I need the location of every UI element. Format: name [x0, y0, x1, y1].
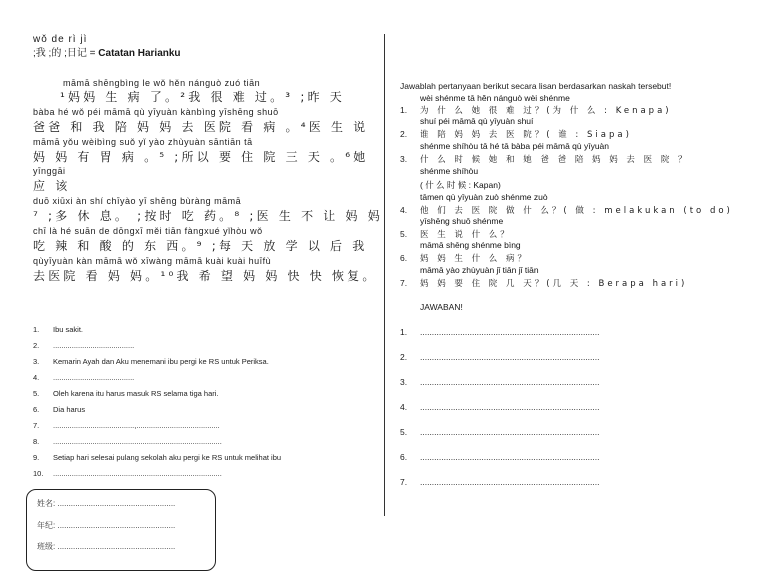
translation-row: 9. Setiap hari selesai pulang sekolah aku pergi ke RS untuk melihat ibu [33, 453, 282, 462]
translation-row: 2. ....................................... [33, 341, 135, 350]
passage-pinyin-5: duō xiūxi àn shí chīyào yī shēng bùràng māmā [33, 196, 242, 206]
passage-pinyin-1: māmā shēngbìng le wǒ hěn nánguò zuó tiān [63, 78, 261, 88]
answer-line[interactable]: 6. ............................................................................ [400, 452, 600, 462]
question-row: 5. 医 生 说 什 么？ [400, 229, 512, 240]
passage-hanzi-3: 妈 妈 有 胃 病 。⁵ ;所以 要 住 院 三 天 。⁶她 [33, 150, 369, 164]
passage-pinyin-7: qùyīyuàn kàn māmā wǒ xīwàng māmā kuài kuài huīfù [33, 256, 272, 266]
question-note: ( 什 么 时 候 : Kapan) [420, 180, 501, 190]
answer-line[interactable]: 5. ............................................................................ [400, 427, 600, 437]
age-field[interactable]: 年纪: ..................................................... [37, 521, 176, 530]
translation-row: 7. .......................................,........................................ [33, 421, 220, 430]
translation-row: 3. Kemarin Ayah dan Aku menemani ibu pergi ke RS untuk Periksa. [33, 357, 269, 366]
passage-pinyin-3: māmā yǒu wèibìng suǒ yǐ yào zhùyuàn sāntiān tā [33, 137, 253, 147]
question-pinyin: shénme shíhòu [420, 166, 479, 176]
question-row: 3. 什 么 时 候 她 和 她 爸 爸 陪 妈 妈 去 医 院 ？ [400, 154, 690, 165]
answer-line[interactable]: 2. ............................................................................ [400, 352, 600, 362]
passage-hanzi-7: 去医院 看 妈 妈。¹⁰我 希 望 妈 妈 快 快 恢复。 [33, 269, 378, 283]
passage-pinyin-6: chī là hé suān de dōngxī měi tiān fàngxué yǐhòu wǒ [33, 226, 263, 236]
question-pinyin: shénme shíhòu tā hé tā bàba péi māmā qù yīyuàn [420, 141, 610, 151]
question-pinyin: māmā yào zhùyuàn jǐ tiān jǐ tiān [420, 265, 539, 275]
question-row: 6. 妈 妈 生 什 么 病？ [400, 253, 530, 264]
question-row: 7. 妈 妈 要 住 院 几 天？(几 天 : Berapa hari) [400, 278, 688, 289]
question-pinyin: tāmen qù yīyuàn zuò shénme zuò [420, 192, 548, 202]
answer-line[interactable]: 1. ............................................................................ [400, 327, 600, 337]
answer-heading: JAWABAN! [420, 302, 463, 312]
title-label: Catatan Harianku [98, 48, 181, 59]
translation-row: 1. Ibu sakit. [33, 325, 84, 334]
question-pinyin: shuí péi māmā qù yīyuàn shuí [420, 116, 534, 126]
answer-line[interactable]: 7. ............................................................................ [400, 477, 600, 487]
translation-row: 8. ................................................................................. [33, 437, 222, 446]
title-hanzi: ;我 ;的 ;日记 = [33, 48, 99, 59]
name-field[interactable]: 姓名: ..................................................... [37, 499, 176, 508]
questions-instruction: Jawablah pertanyaan berikut secara lisan berdasarkan naskah tersebut! [400, 81, 672, 91]
passage-hanzi-6: 吃 辣 和 酸 的 东 西。⁹ ;每 天 放 学 以 后 我 [33, 239, 368, 253]
passage-hanzi-4: 应 该 [33, 179, 71, 193]
class-field[interactable]: 班级: ..................................................... [37, 542, 176, 551]
passage-pinyin-2: bàba hé wǒ péi māmā qù yīyuàn kànbìng yīshēng shuō [33, 107, 279, 117]
answer-line[interactable]: 4. ............................................................................ [400, 402, 600, 412]
question-row: 1. 为 什 么 她 很 难 过？(为 什 么 : Kenapa) [400, 105, 672, 116]
question-row: 2. 谁 陪 妈 妈 去 医 院？( 谁 : Siapa) [400, 129, 632, 140]
question-pinyin: wèi shénme tā hěn nánguò wèi shénme [420, 93, 570, 103]
answer-line[interactable]: 3. ............................................................................ [400, 377, 600, 387]
passage-hanzi-1: ¹妈妈 生 病 了。²我 很 难 过。³ ;昨 天 [60, 90, 345, 104]
title-pinyin: wǒ de rì jì [33, 34, 88, 45]
column-divider [384, 34, 385, 516]
translation-row: 6. Dia harus [33, 405, 86, 414]
translation-row: 4. ....................................... [33, 373, 135, 382]
passage-pinyin-4: yīnggāi [33, 166, 66, 176]
passage-hanzi-5: ⁷ ;多 休 息。 ;按时 吃 药。⁸ ;医 生 不 让 妈 妈 [33, 209, 383, 223]
question-pinyin: māmā shēng shénme bìng [420, 240, 521, 250]
page-title [33, 44, 181, 59]
translation-row: 10. ................................................................................. [33, 469, 222, 478]
question-row: 4. 他 们 去 医 院 做 什 么？( 做 : melakukan (to do) [400, 205, 733, 216]
question-pinyin: yīshēng shuō shénme [420, 216, 504, 226]
translation-row: 5. Oleh karena itu harus masuk RS selama tiga hari. [33, 389, 219, 398]
passage-hanzi-2: 爸爸 和 我 陪 妈 妈 去 医院 看 病 。⁴医 生 说 [33, 120, 369, 134]
